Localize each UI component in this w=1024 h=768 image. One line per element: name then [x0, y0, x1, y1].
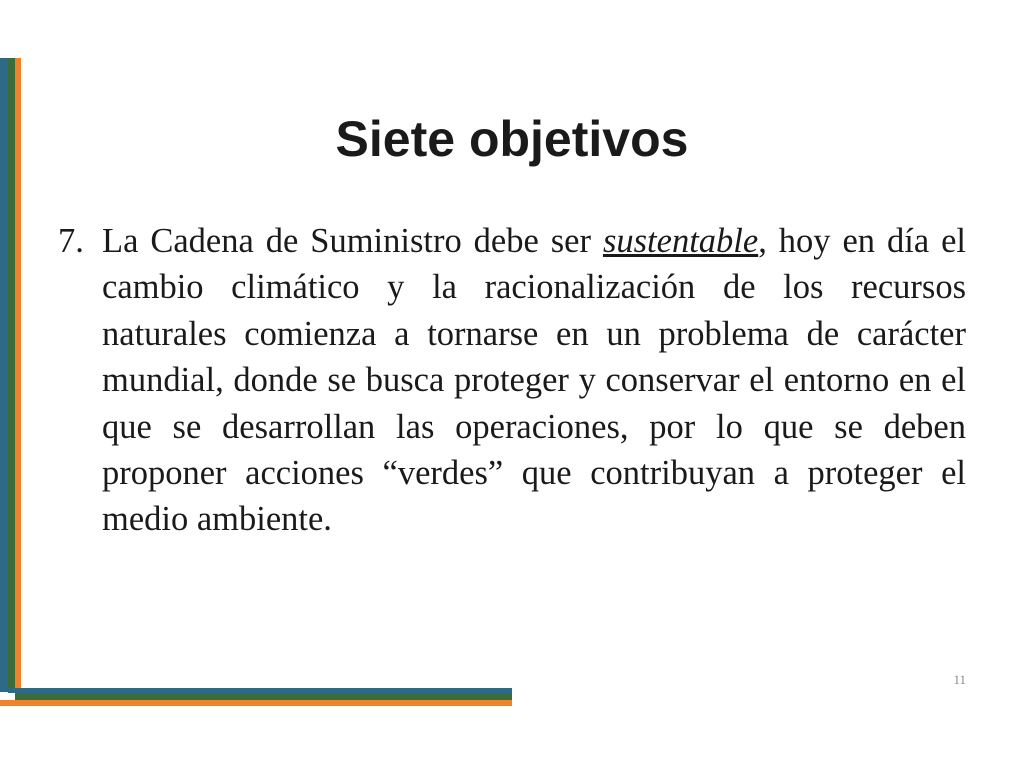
item-text-before: La Cadena de Suministro debe ser [102, 222, 603, 260]
item-text-after: , hoy en día el cambio climático y la racionalización de los recursos naturales comienza a tornarse en un problema de carácter mundial, donde se busca proteger y conservar el entorno en el que se desarrollan las operaciones, por lo que se deben proponer acciones “verdes” que contribuyan a proteger el medio ambiente. [102, 222, 967, 539]
item-text [102, 218, 966, 543]
list-item [58, 218, 966, 543]
emphasis-word: sustentable [602, 222, 759, 260]
page-number: 11 [953, 672, 966, 687]
item-number: 7. [58, 222, 84, 260]
slide-title: Siete objetivos [335, 111, 689, 167]
border-bar-bottom-green [15, 693, 512, 700]
border-bar-bottom-orange [0, 700, 512, 706]
